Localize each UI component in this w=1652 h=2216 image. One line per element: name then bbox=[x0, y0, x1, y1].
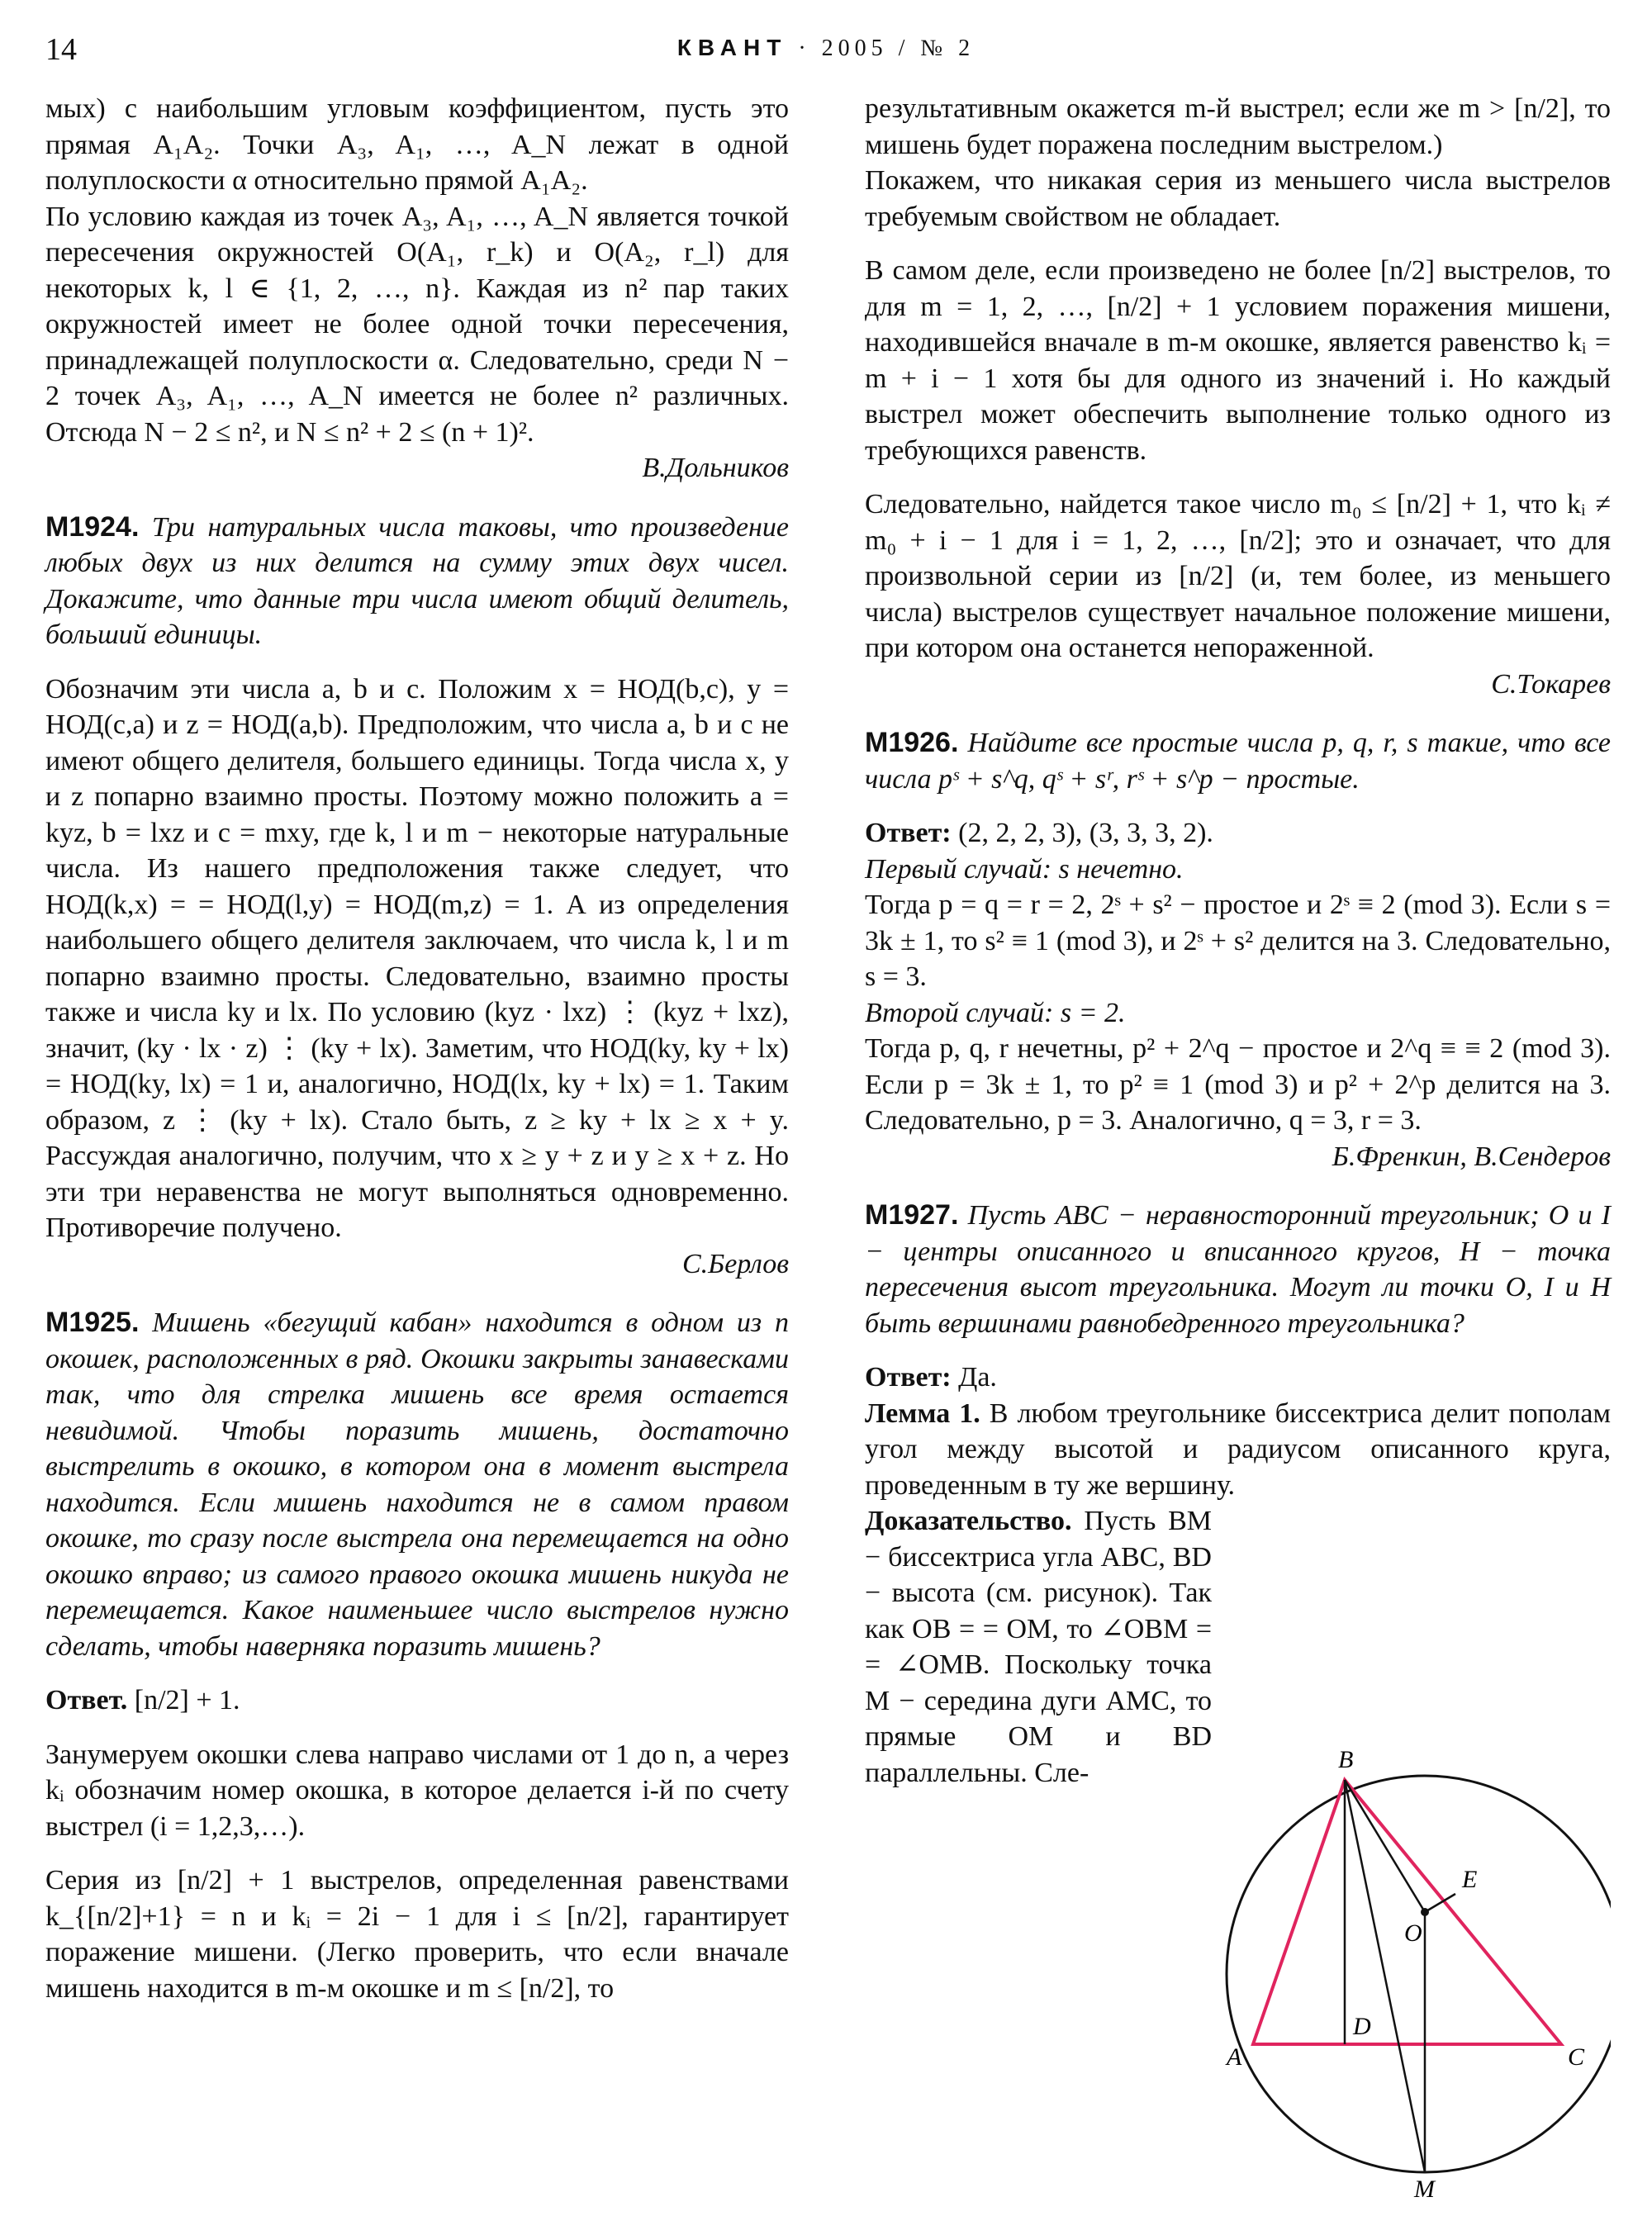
case-label: Второй случай: s = 2. bbox=[865, 997, 1126, 1028]
running-head bbox=[0, 35, 1652, 62]
answer-line bbox=[45, 1682, 789, 1719]
paragraph: мых) с наибольшим угловым коэффициентом, пусть это прямая A₁A₂. Точки A₃, A₁, …, A_N лежат в одной полуплоскости α относительно прямой A₁A₂. bbox=[45, 93, 789, 196]
page-number: 14 bbox=[45, 32, 77, 67]
solution-text: Обозначим эти числа a, b и c. Положим x = НОД(b,c), y = НОД(c,a) и z = НОД(a,b). Предположим, что числа a, b и c не имеют общего делителя, большего единицы. Тогда числа x, y и z попарно взаимно просты. Поэтому можно положить a = kyz, b = lxz и c = mxy, где k, l и m − некоторые натуральные числа. Из нашего предположения также следует, что НОД(k,x) = = НОД(l,y) = НОД(m,z) = 1. А из определения наибольшего общего делителя заключаем, что числа k, l и m попарно взаимно просты. Следовательно, взаимно просты также и числа ky и lx. По условию (kyz · lxz) ⋮ (kyz + lxz), значит, (ky · lx · z) ⋮ (ky + lx). Заметим, что НОД(ky, ky + lx) = НОД(ky, lx) = 1 и, аналогично, НОД(lx, ky + lx) = 1. Таким образом, z ⋮ (ky + lx). Стало быть, z ≥ ky + lx ≥ x + y. Рассуждая аналогично, получим, что x ≥ y + z и y ≥ x + z. Но эти три неравенства не могут выполняться одновременно. Противоречие получено. bbox=[45, 673, 789, 1243]
answer-value: [n/2] + 1. bbox=[134, 1685, 240, 1715]
answer-value: Да. bbox=[958, 1362, 997, 1393]
problem-statement: Пусть ABC − неравносторонний треугольник; O и I − центры описанного и вписанного кругов, H − точка пересечения высот треугольника. Могут ли точки O, I и H быть вершинами равнобедренного треугольника? bbox=[865, 1200, 1612, 1339]
proof bbox=[865, 1503, 1212, 1791]
paragraph: Тогда p, q, r нечетны, p² + 2^q − простое и 2^q ≡ ≡ 2 (mod 3). Если p = 3k ± 1, то p² ≡ 1 (mod 3) и p² + 2^p делится на 3. Следовательно, p = 3. Аналогично, q = 3, r = 3. bbox=[865, 1033, 1611, 1136]
paragraph: По условию каждая из точек A₃, A₁, …, A_N является точкой пересечения окружностей O(A₁, r_k) и O(A₂, r_l) для некоторых k, l ∈ {1, 2, …, n}. Каждая из n² пар таких окружностей имеет не более одной точки пересечения, принадлежащей полуплоскости α. Следовательно, среди N − 2 точек A₃, A₁, …, A_N имеется не более n² различных. Отсюда N − 2 ≤ n², и N ≤ n² + 2 ≤ (n + 1)². bbox=[45, 201, 789, 448]
proof-label: Доказательство. bbox=[865, 1506, 1072, 1536]
left-column bbox=[45, 91, 789, 2006]
author-signature: Б.Френкин, В.Сендеров bbox=[1332, 1141, 1611, 1172]
problem-number: М1925. bbox=[45, 1307, 140, 1338]
answer-label: Ответ. bbox=[45, 1685, 128, 1715]
label-a: A bbox=[1227, 2043, 1242, 2071]
paragraph: Следовательно, найдется такое число m₀ ≤ [n/2] + 1, что kᵢ ≠ m₀ + i − 1 для i = 1, 2, …, [n/2]; это и означает, что для произвольной серии из [n/2] (и, тем более, из меньшего числа) выстрелов существует начальное положение мишени, при котором она останется непораженной. bbox=[865, 489, 1611, 663]
author-signature: В.Дольников bbox=[642, 453, 789, 483]
author-signature: С.Берлов bbox=[681, 1248, 789, 1279]
case-label: Первый случай: s нечетно. bbox=[865, 853, 1184, 885]
issue-number: · 2005 / № 2 bbox=[798, 36, 976, 61]
label-e: E bbox=[1462, 1866, 1478, 1893]
bisector-bm bbox=[1345, 1780, 1425, 2172]
problem-statement: Три натуральных числа таковы, что произведение любых двух из них делится на сумму этих двух чисел. Докажите, что данные три числа имеют общий делитель, больший единицы. bbox=[45, 511, 789, 650]
lemma-text: В любом треугольнике биссектриса делит пополам угол между высотой и радиусом описанного круга, проведенным в ту же вершину. bbox=[865, 1397, 1612, 1501]
answer-line bbox=[865, 1359, 1611, 1396]
paragraph: Серия из [n/2] + 1 выстрелов, определенная равенствами k_{[n/2]+1} = n и kᵢ = 2i − 1 для i ≤ [n/2], гарантирует поражение мишени. (Легко проверить, что если вначале мишень находится в m-м окошке и m ≤ [n/2], то bbox=[45, 1865, 789, 2004]
problem-m1925 bbox=[45, 1305, 789, 1664]
problem-statement: Мишень «бегущий кабан» находится в одном из n окошек, расположенных в ряд. Окошки закрыты занавесками так, что для стрелка мишень все время остается невидимой. Чтобы поразить мишень, достаточно выстрелить в окошко, в котором она в момент выстрела находится. Если мишень находится не в самом правом окошке, то сразу после выстрела она перемещается на одно окошко вправо; из самого правого окошка мишень никуда не перемещается. Какое наименьшее число выстрелов нужно сделать, чтобы наверняка поразить мишень? bbox=[45, 1307, 790, 1662]
lemma bbox=[865, 1396, 1611, 1504]
answer-label: Ответ: bbox=[865, 1362, 952, 1393]
problem-number: М1926. bbox=[865, 727, 959, 758]
center-point-o bbox=[1421, 1908, 1429, 1916]
geometry-figure bbox=[1222, 1730, 1611, 2201]
label-o: O bbox=[1404, 1919, 1422, 1947]
label-b: B bbox=[1338, 1746, 1354, 1773]
problem-m1924 bbox=[45, 510, 789, 653]
paragraph: В самом деле, если произведено не более [n/2] выстрелов, то для m = 1, 2, …, [n/2] + 1 условием поражения мишени, находившейся вначале в m-м окошке, является равенство kᵢ = m + i − 1 хотя бы для одного из значений i. Но каждый выстрел может обеспечить выполнение только одного из требующихся равенств. bbox=[865, 255, 1611, 466]
proof-text: Пусть BM − биссектриса угла ABC, BD − высота (см. рисунок). Так как OB = = OM, то ∠OBM = = ∠OMB. Поскольку точка M − середина дуги AMC, то прямые OM и BD параллельны. Сле- bbox=[865, 1506, 1213, 1788]
journal-title: КВАНТ bbox=[676, 35, 788, 60]
paragraph: результативным окажется m-й выстрел; если же m > [n/2], то мишень будет поражена последним выстрелом.) bbox=[865, 93, 1611, 160]
answer-value: (2, 2, 2, 3), (3, 3, 3, 2). bbox=[958, 818, 1213, 848]
label-c: C bbox=[1568, 2043, 1585, 2071]
circumcircle bbox=[1227, 1776, 1611, 2172]
answer-label: Ответ: bbox=[865, 818, 952, 848]
paragraph: Покажем, что никакая серия из меньшего числа выстрелов требуемым свойством не обладает. bbox=[865, 165, 1611, 232]
paragraph: Тогда p = q = r = 2, 2ˢ + s² − простое и 2ˢ ≡ 2 (mod 3). Если s = 3k ± 1, то s² ≡ 1 (mod 3), и 2ˢ + s² делится на 3. Следовательно, s = 3. bbox=[865, 890, 1611, 992]
lemma-label: Лемма 1. bbox=[865, 1397, 980, 1429]
right-column bbox=[865, 91, 1611, 1791]
author-signature: С.Токарев bbox=[1491, 668, 1611, 700]
answer-line bbox=[865, 815, 1611, 852]
paragraph: Занумеруем окошки слева направо числами от 1 до n, а через kᵢ обозначим номер окошка, в которое делается i-й по счету выстрел (i = 1,2,3,…). bbox=[45, 1739, 789, 1842]
problem-statement: Найдите все простые числа p, q, r, s такие, что все числа pˢ + s^q, qˢ + sʳ, rˢ + s^p − простые. bbox=[865, 728, 1612, 795]
problem-number: М1927. bbox=[865, 1199, 959, 1231]
label-m: M bbox=[1414, 2176, 1435, 2201]
problem-m1927 bbox=[865, 1198, 1611, 1341]
problem-number: М1924. bbox=[45, 510, 140, 543]
problem-m1926 bbox=[865, 725, 1611, 797]
label-d: D bbox=[1353, 2013, 1371, 2040]
radius-ob bbox=[1345, 1780, 1425, 1912]
